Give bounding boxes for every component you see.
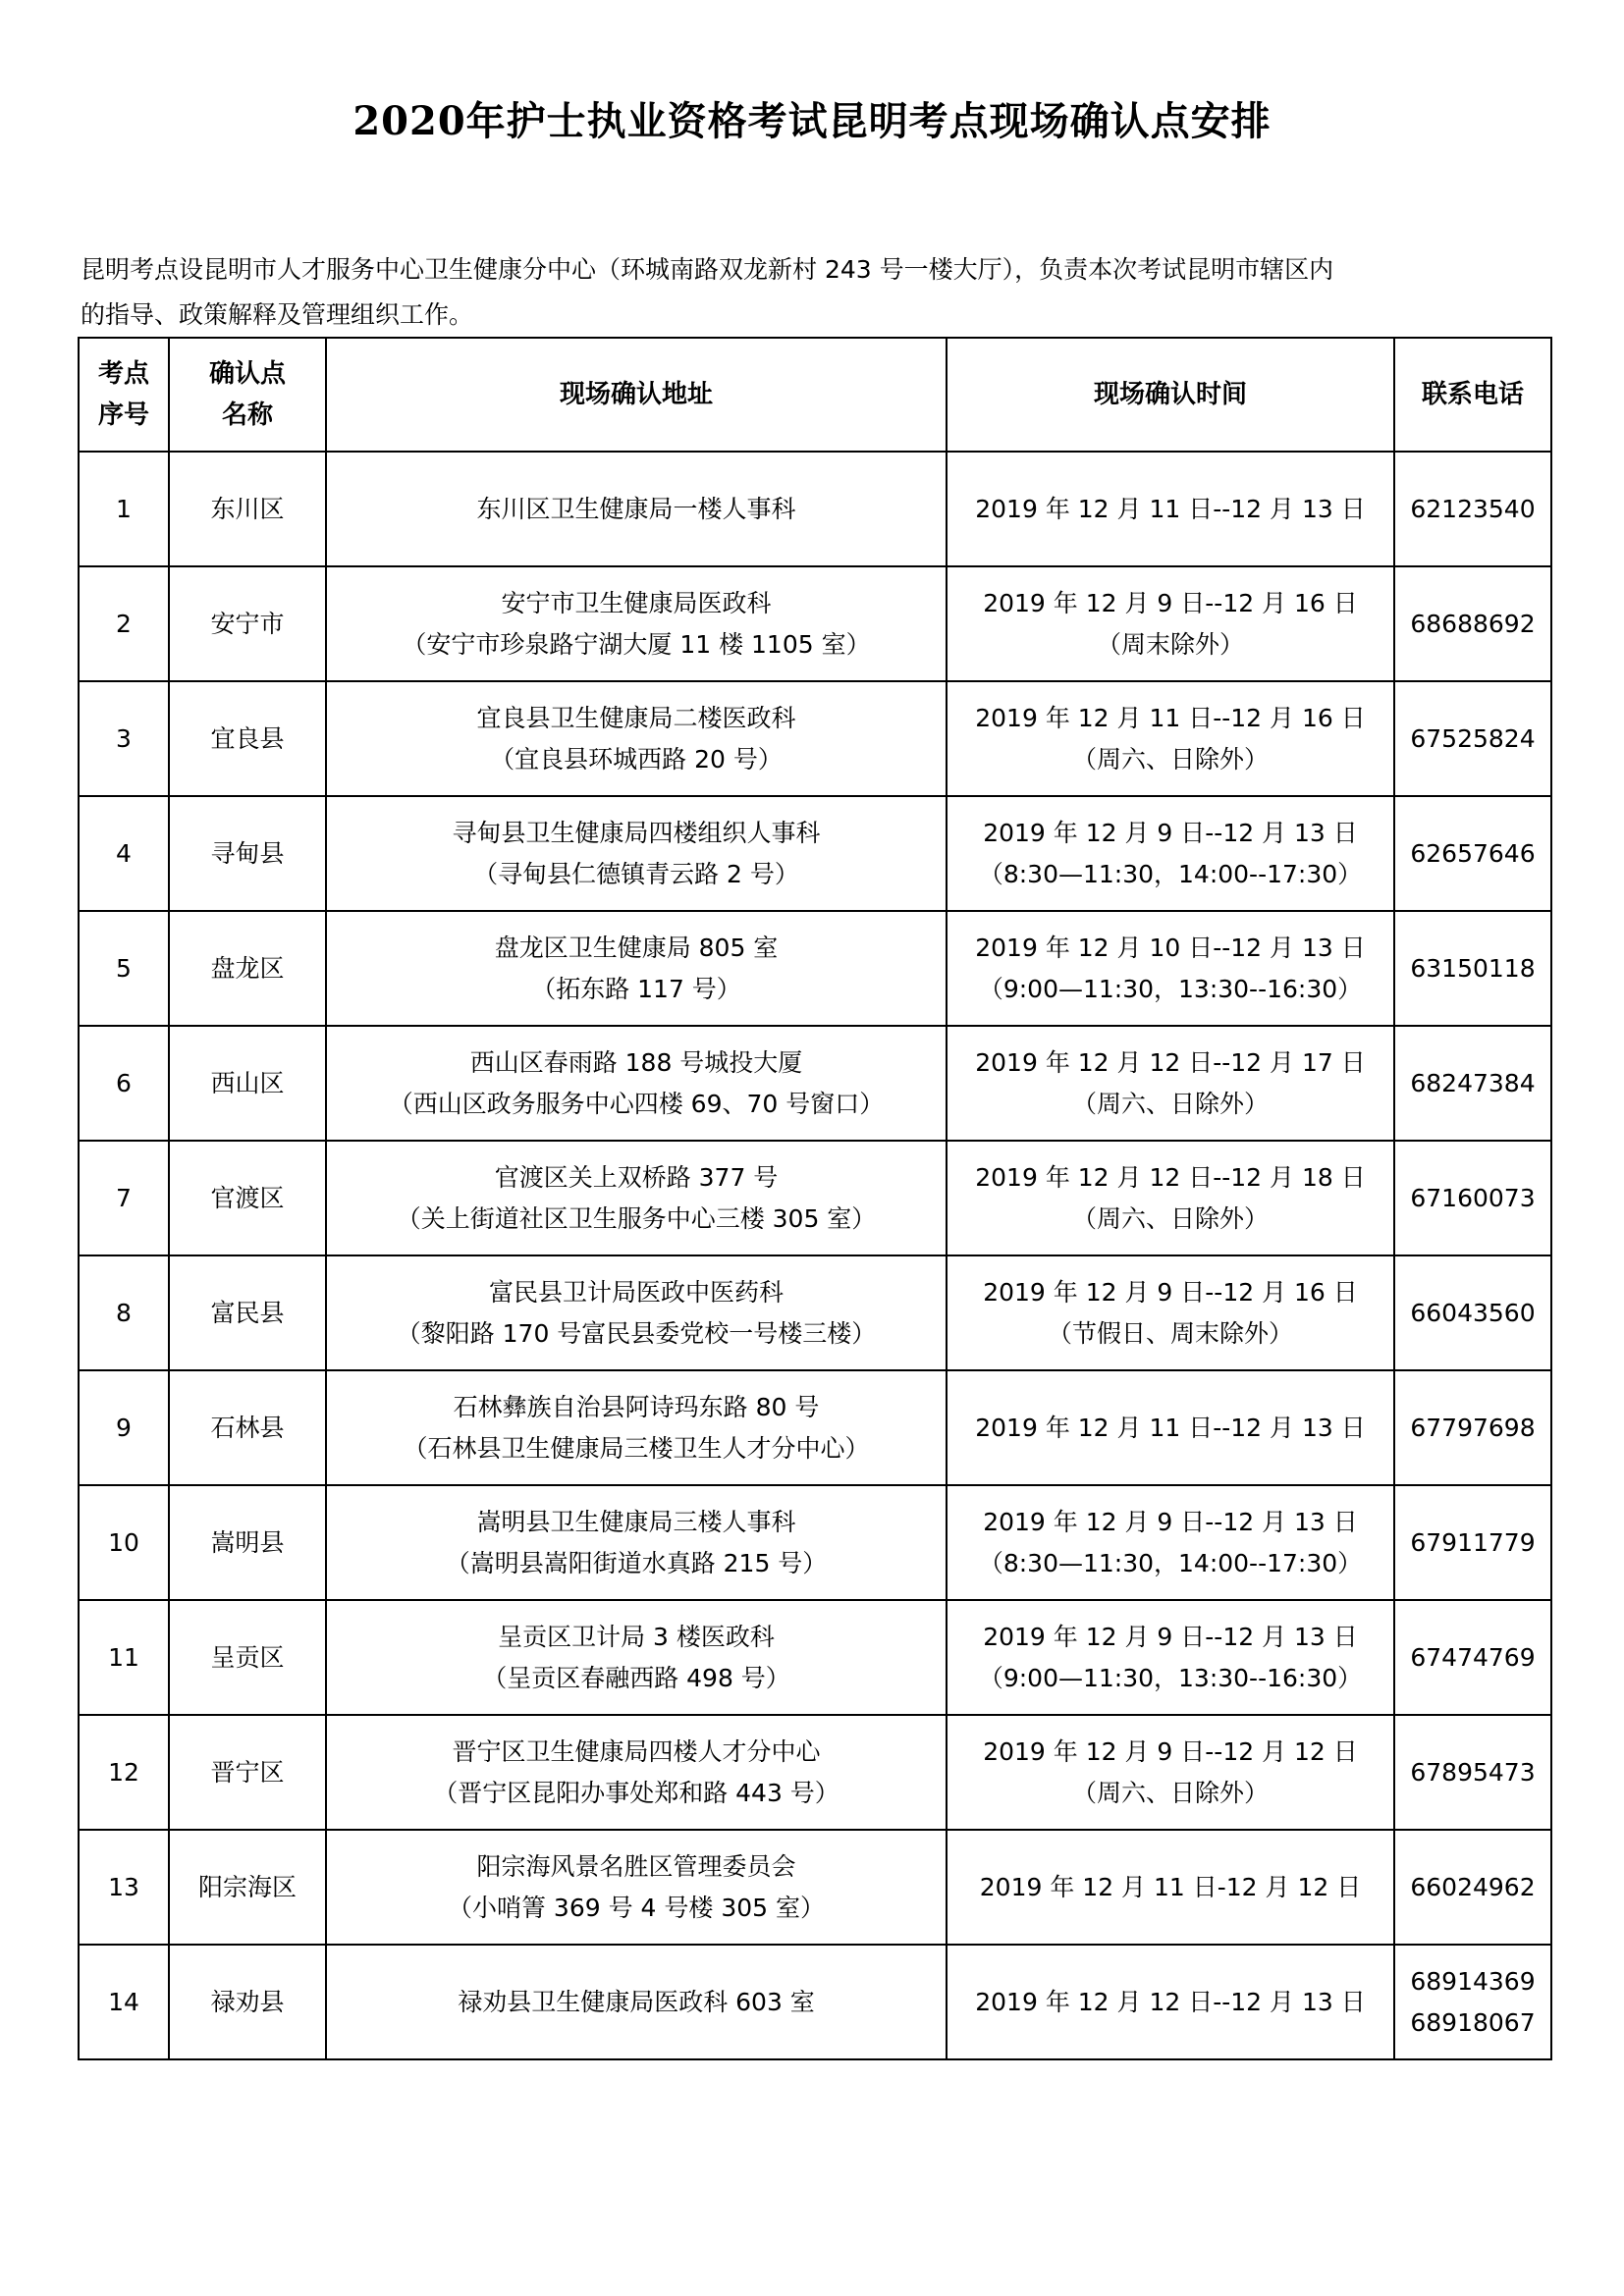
cell-address [326,1715,947,1830]
table-row [79,1600,1551,1715]
cell-time-line-1: 2019 年 12 月 11 日-12 月 12 日 [979,1872,1362,1901]
cell-seq-line-1: 6 [116,1068,132,1097]
cell-time-line-2: （节假日、周末除外） [1047,1318,1293,1348]
cell-address-line-1: 嵩明县卫生健康局三楼人事科 [476,1507,796,1536]
cell-address-line-2: （寻甸县仁德镇青云路 2 号） [473,859,799,888]
cell-address-line-1: 石林彝族自治县阿诗玛东路 80 号 [453,1392,820,1421]
cell-time [947,1141,1394,1255]
cell-address-line-1: 东川区卫生健康局一楼人事科 [476,494,796,523]
cell-address-line-2: （晋宁区昆阳办事处郑和路 443 号） [433,1778,839,1807]
cell-address-line-1: 阳宗海风景名胜区管理委员会 [476,1851,796,1881]
cell-site-name-line-1: 禄劝县 [210,1987,285,2016]
cell-seq-line-1: 12 [108,1757,139,1787]
cell-time-line-1: 2019 年 12 月 12 日--12 月 17 日 [975,1047,1366,1077]
cell-site-name [169,1141,326,1255]
header-seq [79,338,169,452]
cell-phone-line-1: 67895473 [1410,1757,1536,1787]
cell-time [947,566,1394,681]
cell-address-line-1: 盘龙区卫生健康局 805 室 [494,933,779,962]
cell-phone [1394,452,1551,566]
cell-time-line-1: 2019 年 12 月 11 日--12 月 13 日 [975,494,1366,523]
cell-address [326,796,947,911]
confirmation-schedule-table [78,337,1552,2060]
cell-site-name [169,1945,326,2059]
cell-site-name-line-1: 官渡区 [210,1183,285,1212]
cell-time-line-2: （周末除外） [1096,629,1244,659]
cell-site-name [169,1485,326,1600]
cell-site-name-line-1: 西山区 [210,1068,285,1097]
header-time: 现场确认时间 [947,338,1394,452]
cell-phone [1394,1485,1551,1600]
cell-seq-line-1: 14 [108,1987,139,2016]
cell-address-line-1: 呈贡区卫计局 3 楼医政科 [498,1622,775,1651]
cell-site-name [169,1830,326,1945]
cell-phone-line-1: 66043560 [1410,1298,1536,1327]
table-row [79,1830,1551,1945]
cell-seq [79,1485,169,1600]
cell-seq-line-1: 8 [116,1298,132,1327]
cell-site-name-line-1: 安宁市 [210,609,285,638]
cell-seq-line-1: 7 [116,1183,132,1212]
cell-phone-line-1: 67797698 [1410,1413,1536,1442]
cell-site-name [169,1026,326,1141]
cell-address [326,1830,947,1945]
table-row [79,452,1551,566]
cell-site-name [169,452,326,566]
table-row [79,1026,1551,1141]
header-seq-line-2: 序号 [97,400,149,430]
cell-phone-line-1: 68688692 [1410,609,1536,638]
table-row [79,566,1551,681]
header-address: 现场确认地址 [326,338,947,452]
cell-phone [1394,796,1551,911]
cell-site-name [169,1600,326,1715]
cell-seq [79,1255,169,1370]
cell-site-name [169,1715,326,1830]
cell-seq-line-1: 11 [108,1642,139,1672]
cell-site-name-line-1: 呈贡区 [210,1642,285,1672]
table-header-row [79,338,1551,452]
cell-time-line-1: 2019 年 12 月 9 日--12 月 16 日 [983,1277,1358,1307]
cell-seq-line-1: 3 [116,723,132,753]
cell-address [326,1026,947,1141]
cell-time-line-2: （8:30—11:30，14:00--17:30） [978,1548,1363,1577]
cell-time-line-1: 2019 年 12 月 11 日--12 月 16 日 [975,703,1366,732]
cell-address [326,1141,947,1255]
cell-address [326,1945,947,2059]
cell-time-line-1: 2019 年 12 月 9 日--12 月 13 日 [983,1507,1358,1536]
cell-address-line-1: 禄劝县卫生健康局医政科 603 室 [458,1987,815,2016]
table-row [79,1141,1551,1255]
cell-time-line-1: 2019 年 12 月 9 日--12 月 13 日 [983,1622,1358,1651]
cell-phone [1394,1026,1551,1141]
cell-phone-line-1: 63150118 [1410,953,1536,983]
cell-site-name [169,1255,326,1370]
cell-address [326,452,947,566]
header-phone: 联系电话 [1394,338,1551,452]
cell-seq [79,1370,169,1485]
cell-address-line-2: （安宁市珍泉路宁湖大厦 11 楼 1105 室） [402,629,871,659]
cell-time-line-1: 2019 年 12 月 12 日--12 月 13 日 [975,1987,1366,2016]
cell-site-name-line-1: 阳宗海区 [197,1872,297,1901]
cell-phone [1394,911,1551,1026]
cell-phone [1394,1141,1551,1255]
cell-address-line-1: 安宁市卫生健康局医政科 [501,588,772,617]
cell-time [947,1026,1394,1141]
cell-seq-line-1: 1 [116,494,132,523]
cell-time-line-2: （周六、日除外） [1071,1089,1269,1118]
table-row [79,681,1551,796]
cell-seq-line-1: 13 [108,1872,139,1901]
table-row [79,796,1551,911]
cell-site-name-line-1: 寻甸县 [210,838,285,868]
cell-phone [1394,1600,1551,1715]
cell-site-name-line-1: 东川区 [210,494,285,523]
table-row [79,1370,1551,1485]
cell-seq-line-1: 4 [116,838,132,868]
cell-phone-line-2: 68918067 [1410,2007,1536,2037]
cell-time-line-2: （周六、日除外） [1071,744,1269,774]
table-row [79,1945,1551,2059]
cell-seq [79,911,169,1026]
table-row [79,1255,1551,1370]
cell-time [947,1830,1394,1945]
cell-address [326,911,947,1026]
cell-phone [1394,1945,1551,2059]
cell-seq [79,1830,169,1945]
cell-time [947,452,1394,566]
cell-phone [1394,1370,1551,1485]
cell-site-name-line-1: 宜良县 [210,723,285,753]
cell-time-line-2: （9:00—11:30，13:30--16:30） [978,974,1363,1003]
cell-phone-line-1: 62123540 [1410,494,1536,523]
cell-address-line-2: （西山区政务服务中心四楼 69、70 号窗口） [388,1089,885,1118]
header-name-line-2: 名称 [221,400,273,430]
cell-address-line-2: （嵩明县嵩阳街道水真路 215 号） [445,1548,828,1577]
cell-seq-line-1: 5 [116,953,132,983]
cell-seq [79,1141,169,1255]
cell-site-name [169,566,326,681]
cell-address-line-1: 富民县卫计局医政中医药科 [488,1277,784,1307]
cell-phone [1394,566,1551,681]
table-row [79,911,1551,1026]
table-row [79,1485,1551,1600]
cell-site-name [169,681,326,796]
cell-seq-line-1: 10 [108,1527,139,1557]
cell-time [947,681,1394,796]
cell-site-name [169,1370,326,1485]
cell-time-line-2: （9:00—11:30，13:30--16:30） [978,1663,1363,1692]
header-seq-line-1: 考点 [97,359,149,389]
cell-seq [79,796,169,911]
cell-address [326,681,947,796]
cell-time-line-1: 2019 年 12 月 10 日--12 月 13 日 [975,933,1366,962]
cell-site-name-line-1: 盘龙区 [210,953,285,983]
cell-seq-line-1: 2 [116,609,132,638]
cell-time-line-1: 2019 年 12 月 9 日--12 月 16 日 [983,588,1358,617]
cell-site-name [169,911,326,1026]
header-name [169,338,326,452]
cell-site-name-line-1: 石林县 [210,1413,285,1442]
cell-seq [79,1945,169,2059]
cell-time [947,1370,1394,1485]
intro-paragraph [81,247,1553,338]
header-name-line-1: 确认点 [208,359,286,389]
cell-phone-line-1: 68247384 [1410,1068,1536,1097]
cell-time [947,796,1394,911]
cell-phone [1394,681,1551,796]
cell-phone-line-1: 67525824 [1410,723,1536,753]
cell-time-line-1: 2019 年 12 月 9 日--12 月 12 日 [983,1736,1358,1766]
table-row [79,1715,1551,1830]
intro-line-2: 的指导、政策解释及管理组织工作。 [81,300,474,329]
cell-time [947,1945,1394,2059]
cell-address-line-1: 寻甸县卫生健康局四楼组织人事科 [452,818,821,847]
cell-address [326,1370,947,1485]
cell-seq [79,1026,169,1141]
cell-address-line-2: （关上街道社区卫生服务中心三楼 305 室） [396,1203,877,1233]
cell-address [326,1600,947,1715]
cell-time [947,1600,1394,1715]
cell-address-line-1: 官渡区关上双桥路 377 号 [494,1162,779,1192]
intro-line-1: 昆明考点设昆明市人才服务中心卫生健康分中心（环城南路双龙新村 243 号一楼大厅），负责本次考试昆明市辖区内 [81,255,1334,284]
cell-phone-line-1: 67160073 [1410,1183,1536,1212]
cell-time-line-1: 2019 年 12 月 9 日--12 月 13 日 [983,818,1358,847]
cell-time [947,1255,1394,1370]
cell-address-line-2: （呈贡区春融西路 498 号） [482,1663,790,1692]
cell-time-line-1: 2019 年 12 月 12 日--12 月 18 日 [975,1162,1366,1192]
cell-phone-line-1: 68914369 [1410,1966,1536,1996]
cell-time-line-2: （周六、日除外） [1071,1203,1269,1233]
cell-address-line-1: 晋宁区卫生健康局四楼人才分中心 [452,1736,821,1766]
cell-address [326,1485,947,1600]
cell-time-line-2: （周六、日除外） [1071,1778,1269,1807]
cell-phone [1394,1830,1551,1945]
cell-address-line-1: 西山区春雨路 188 号城投大厦 [469,1047,803,1077]
cell-address-line-2: （黎阳路 170 号富民县委党校一号楼三楼） [396,1318,877,1348]
cell-site-name-line-1: 晋宁区 [210,1757,285,1787]
cell-phone [1394,1255,1551,1370]
cell-address-line-2: （宜良县环城西路 20 号） [490,744,783,774]
cell-phone-line-1: 67911779 [1410,1527,1536,1557]
cell-seq-line-1: 9 [116,1413,132,1442]
cell-time [947,1715,1394,1830]
cell-address [326,566,947,681]
cell-time [947,1485,1394,1600]
cell-phone-line-1: 66024962 [1410,1872,1536,1901]
cell-phone-line-1: 62657646 [1410,838,1536,868]
cell-site-name-line-1: 富民县 [210,1298,285,1327]
cell-phone-line-1: 67474769 [1410,1642,1536,1672]
cell-seq [79,1715,169,1830]
cell-site-name-line-1: 嵩明县 [210,1527,285,1557]
cell-time-line-1: 2019 年 12 月 11 日--12 月 13 日 [975,1413,1366,1442]
cell-time-line-2: （8:30—11:30，14:00--17:30） [978,859,1363,888]
cell-address-line-1: 宜良县卫生健康局二楼医政科 [476,703,796,732]
cell-address-line-2: （小哨箐 369 号 4 号楼 305 室） [447,1893,826,1922]
cell-address-line-2: （石林县卫生健康局三楼卫生人才分中心） [403,1433,870,1463]
cell-address-line-2: （拓东路 117 号） [531,974,741,1003]
cell-seq [79,566,169,681]
cell-phone [1394,1715,1551,1830]
cell-seq [79,452,169,566]
cell-seq [79,1600,169,1715]
page-title: 2020年护士执业资格考试昆明考点现场确认点安排 [352,98,1272,144]
cell-site-name [169,796,326,911]
cell-time [947,911,1394,1026]
cell-address [326,1255,947,1370]
cell-seq [79,681,169,796]
